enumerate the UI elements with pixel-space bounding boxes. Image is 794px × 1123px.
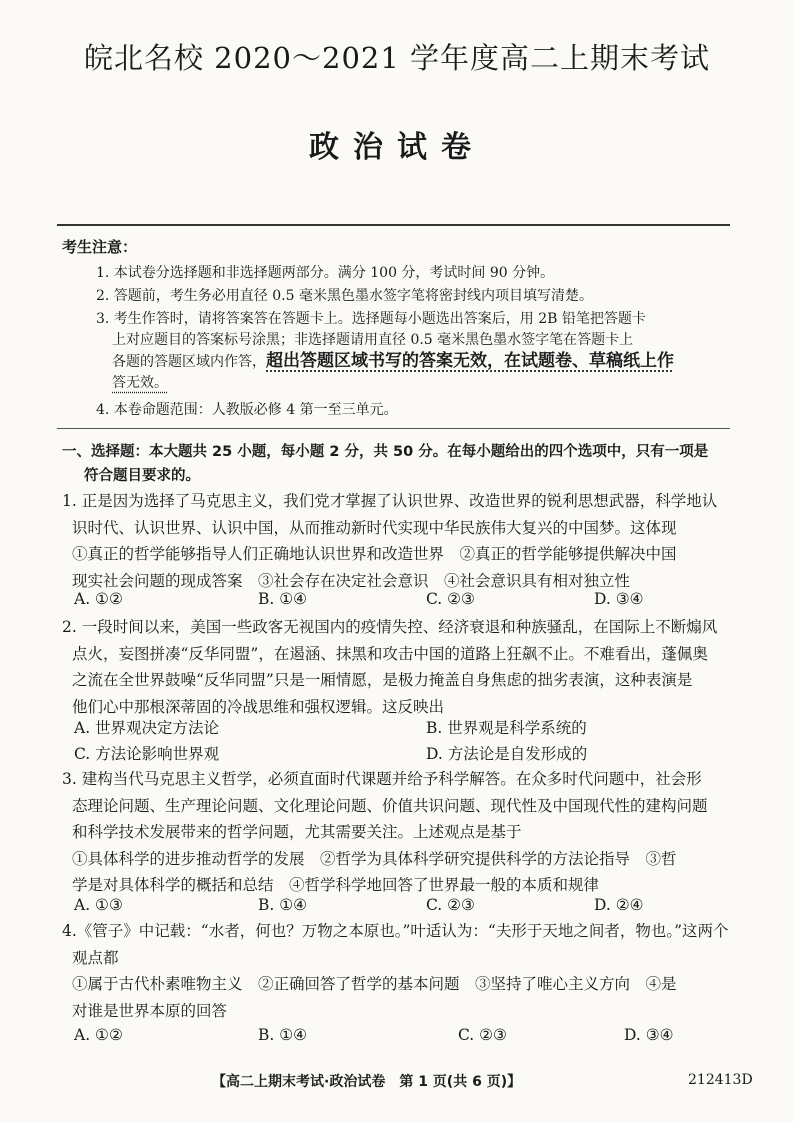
option: D. ③④ bbox=[624, 1026, 674, 1044]
notice-emphasis: 超出答题区域书写的答案无效，在试题卷、草稿纸上作 bbox=[266, 351, 674, 371]
question-line: ①具体科学的进步推动哲学的发展 ②哲学为具体科学研究提供科学的方法论指导 ③哲 bbox=[72, 849, 677, 868]
option: D. 方法论是自发形成的 bbox=[426, 745, 588, 763]
option: D. ③④ bbox=[594, 590, 644, 608]
question-line: 之流在全世界鼓噪“反华同盟”只是一厢情愿，是极力掩盖自身焦虑的拙劣表演，这种表演是 bbox=[72, 671, 693, 689]
notice-divider bbox=[57, 428, 730, 429]
question-line: ①属于古代朴素唯物主义 ②正确回答了哲学的基本问题 ③坚持了唯心主义方向 ④是 bbox=[72, 975, 677, 993]
question-2-options bbox=[74, 742, 754, 768]
notice-emphasis-cont: 答无效。 bbox=[112, 375, 168, 391]
notice-item-part: 各题的答题区域内作答， bbox=[112, 354, 266, 370]
option: B. ①④ bbox=[258, 896, 308, 914]
notice-heading: 考生注意： bbox=[62, 238, 138, 256]
option: C. 方法论影响世界观 bbox=[74, 745, 220, 763]
question-line: 观点都 bbox=[72, 948, 119, 967]
question-3 bbox=[62, 766, 748, 899]
question-2-options bbox=[74, 716, 754, 742]
notice-item bbox=[112, 350, 752, 373]
option: C. ②③ bbox=[458, 1026, 507, 1044]
option: C. ②③ bbox=[426, 896, 475, 914]
question-line: 态理论问题、生产理论问题、文化理论问题、价值共识问题、现代性及中国现代性的建构问题 bbox=[72, 796, 708, 815]
option: A. ①③ bbox=[74, 896, 123, 914]
exam-title: 皖北名校 2020～2021 学年度高二上期末考试 bbox=[83, 41, 711, 75]
notice-item: 上对应题目的答案标号涂黑；非选择题请用直径 0.5 毫米黑色墨水签字笔在答题卡上 bbox=[112, 332, 634, 348]
question-2 bbox=[62, 614, 748, 720]
option: B. 世界观是科学系统的 bbox=[426, 719, 587, 737]
question-line: 2. 一段时间以来，美国一些政客无视国内的疫情失控、经济衰退和种族骚乱，在国际上不断煽风 bbox=[62, 618, 718, 636]
option: D. ②④ bbox=[594, 896, 644, 914]
exam-subtitle: 政治试卷 bbox=[309, 130, 485, 165]
page-footer: 【高二上期末考试·政治试卷 第 1 页(共 6 页)】 bbox=[212, 1074, 522, 1090]
question-4 bbox=[62, 918, 748, 1024]
question-line: 对谁是世界本原的回答 bbox=[72, 1001, 228, 1020]
notice-item: 3. 考生作答时，请将答案答在答题卡上。选择题每小题选出答案后，用 2B 铅笔把答题卡 bbox=[96, 311, 646, 327]
option: A. 世界观决定方法论 bbox=[74, 719, 220, 737]
section-line: 一、选择题：本大题共 25 小题，每小题 2 分，共 50 分。在每小题给出的四个选项中，只有一项是 bbox=[62, 444, 709, 460]
question-line: 点火，妄图拼凑“反华同盟”，在遏涵、抹黑和攻击中国的道路上狂飙不止。不难看出，蓬佩奥 bbox=[72, 644, 708, 663]
question-line: 3. 建构当代马克思主义哲学，必须直面时代课题并给予科学解答。在众多时代问题中，社会形 bbox=[62, 770, 702, 788]
question-line: 4.《管子》中记载：“水者，何也？万物之本原也。”叶适认为：“夫形于天地之间者，物也。”这两个 bbox=[62, 922, 729, 940]
question-1 bbox=[62, 488, 748, 594]
section-line: 符合题目要求的。 bbox=[84, 468, 200, 484]
question-line: 现实社会问题的现成答案 ③社会存在决定社会意识 ④社会意识具有相对独立性 bbox=[72, 571, 631, 590]
question-line: 他们心中那根深蒂固的冷战思维和强权逻辑。这反映出 bbox=[72, 697, 445, 716]
question-4-options bbox=[74, 1026, 754, 1052]
option: B. ①④ bbox=[258, 590, 308, 608]
question-line: 学是对具体科学的概括和总结 ④哲学科学地回答了世界最一般的本质和规律 bbox=[72, 876, 600, 894]
option: A. ①② bbox=[74, 1026, 123, 1044]
section-heading bbox=[62, 440, 742, 488]
notice-item: 1. 本试卷分选择题和非选择题两部分。满分 100 分，考试时间 90 分钟。 bbox=[96, 265, 555, 281]
option: C. ②③ bbox=[426, 590, 475, 608]
exam-code: 212413D bbox=[688, 1072, 753, 1088]
question-line: 和科学技术发展带来的哲学问题，尤其需要关注。上述观点是基于 bbox=[72, 823, 522, 841]
option: A. ①② bbox=[74, 590, 123, 608]
header-divider bbox=[57, 224, 730, 226]
option: B. ①④ bbox=[258, 1026, 308, 1044]
notice-item: 2. 答题前，考生务必用直径 0.5 毫米黑色墨水签字笔将密封线内项目填写清楚。 bbox=[96, 288, 593, 304]
question-1-options bbox=[74, 590, 754, 616]
question-line: 1. 正是因为选择了马克思主义，我们党才掌握了认识世界、改造世界的锐利思想武器，科学地认 bbox=[62, 492, 718, 510]
question-line: 识时代、认识世界、认识中国，从而推动新时代实现中华民族伟大复兴的中国梦。这体现 bbox=[72, 518, 677, 537]
notice-item: 4. 本卷命题范围：人教版必修 4 第一至三单元。 bbox=[96, 402, 398, 418]
question-line: ①真正的哲学能够指导人们正确地认识世界和改造世界 ②真正的哲学能够提供解决中国 bbox=[72, 545, 677, 563]
